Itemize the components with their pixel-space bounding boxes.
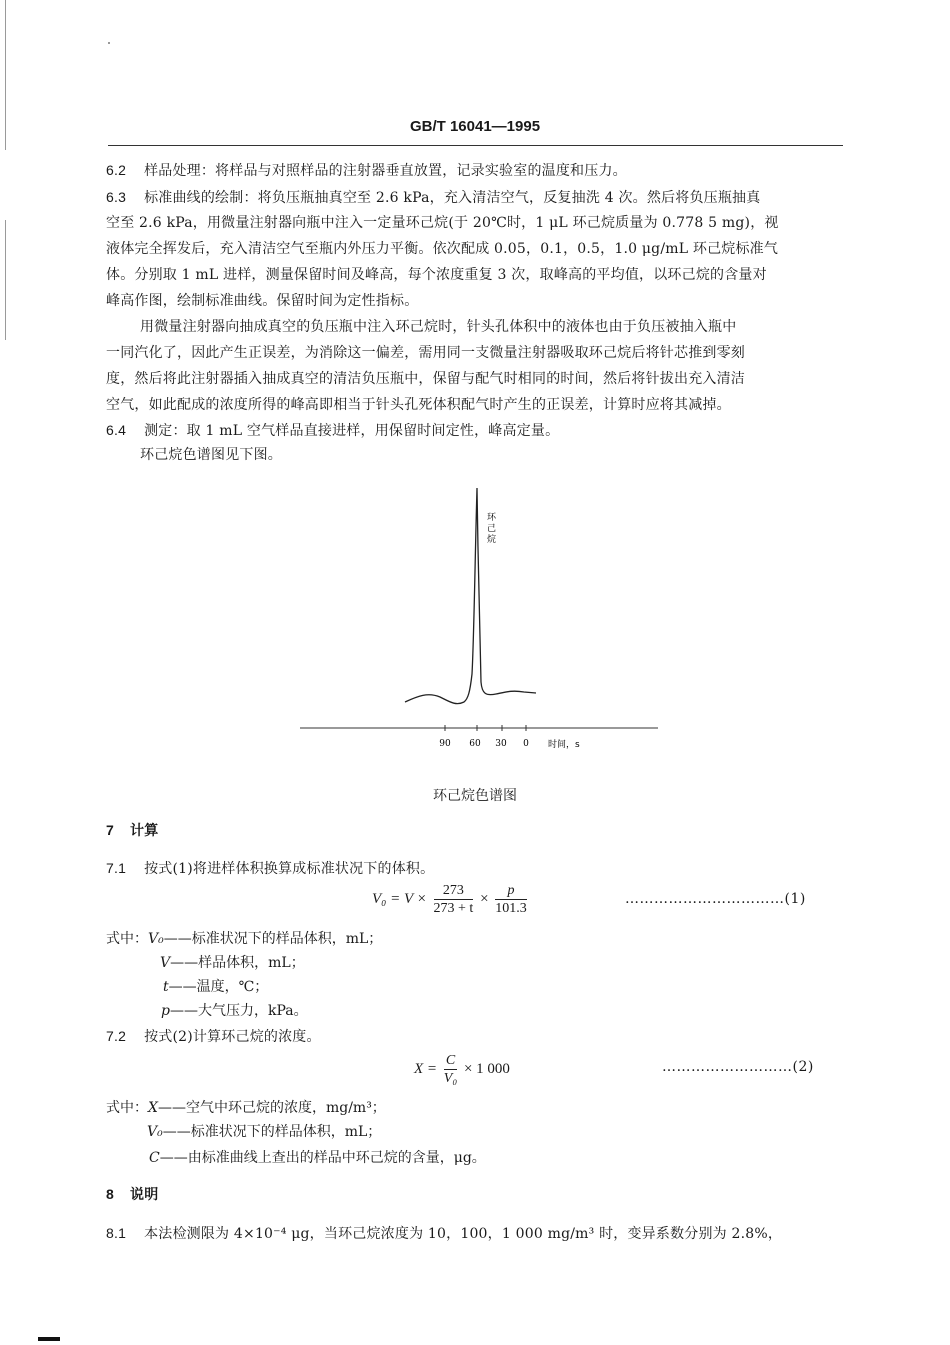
definition: ——温度，℃； [168, 979, 269, 995]
fraction [434, 882, 474, 917]
peak-label-char: 烷 [487, 535, 497, 545]
where-definition [106, 1097, 386, 1117]
x-axis-unit: 时间，s [548, 740, 580, 750]
section-number: 6.3 [106, 189, 127, 205]
x-tick-label: 0 [523, 739, 529, 749]
fraction [444, 1052, 457, 1087]
section-text: 按式(1)将进样体积换算成标准状况下的体积。 [144, 861, 435, 877]
section-number: 7 [106, 822, 114, 838]
standard-code-header: GB/T 16041—1995 [409, 118, 541, 135]
formula-2 [414, 1052, 510, 1087]
symbol: p [161, 1003, 170, 1019]
section-number: 8 [106, 1186, 114, 1202]
section-title: 说明 [130, 1187, 159, 1203]
definition: ——标准状况下的样品体积，mL； [163, 931, 383, 947]
denominator: 273 + t [433, 901, 474, 916]
section-number: 6.4 [106, 422, 127, 438]
section-text: 测定：取 1 mL 空气样品直接进样，用保留时间定性，峰高定量。 [144, 423, 560, 439]
error-paragraph-line: 空气，如此配成的浓度所得的峰高即相当于针头孔死体积配气时产生的正误差，计算时应将其减掉。 [106, 397, 731, 413]
error-paragraph-line: 度，然后将此注射器插入抽成真空的清洁负压瓶中，保留与配气时相同的时间，然后将针拔出充入清洁 [106, 371, 745, 387]
peak-label-char: 己 [487, 524, 497, 534]
section-number: 7.1 [106, 860, 127, 876]
peak-label-char: 环 [487, 513, 497, 523]
definition: ——标准状况下的样品体积，mL； [162, 1124, 382, 1140]
where-definition [149, 1147, 486, 1167]
x-tick-label: 90 [439, 739, 451, 749]
section-text: 样品处理：将样品与对照样品的注射器垂直放置，记录实验室的温度和压力。 [144, 163, 627, 179]
symbol: X [148, 1100, 158, 1116]
equation-number: ………………………(2) [662, 1059, 814, 1075]
fraction [495, 882, 527, 917]
scan-edge-line [5, 220, 6, 340]
definition: ——由标准曲线上查出的样品中环己烷的含量，μg。 [159, 1150, 486, 1166]
section-number: 6.2 [106, 162, 127, 178]
equation-number: ……………………………(1) [625, 891, 806, 907]
section-6-3-line: 液体完全挥发后，充入清洁空气至瓶内外压力平衡。依次配成 0.05，0.1，0.5，1.0 μg/mL 环己烷标准气 [106, 241, 779, 257]
chromatogram-trace [405, 488, 536, 704]
error-paragraph-line: 一同汽化了，因此产生正误差，为消除这一偏差，需用同一支微量注射器吸取环己烷后将针芯推到零刻 [106, 345, 745, 361]
section-8-heading [106, 1184, 850, 1205]
header-rule [108, 145, 843, 146]
section-8-1 [106, 1223, 850, 1244]
figure-caption: 环己烷色谱图 [433, 788, 517, 804]
page-corner-bar [38, 1337, 60, 1341]
symbol: V₀ [148, 931, 164, 947]
definition: ——样品体积，mL； [170, 955, 305, 971]
numerator: 273 [434, 882, 474, 900]
formula-rhs: × 1 000 [463, 1060, 510, 1077]
numerator: C [444, 1052, 457, 1070]
section-7-heading [106, 820, 850, 841]
x-tick-label: 60 [469, 739, 481, 749]
x-tick-label: 30 [495, 739, 507, 749]
section-6-4 [106, 420, 850, 441]
symbol: C [149, 1150, 160, 1166]
numerator: p [495, 882, 527, 900]
where-definition [147, 1121, 381, 1141]
where-definition [106, 928, 382, 948]
formula-lhs: V₀ = V × [372, 890, 427, 907]
section-text: 按式(2)计算环己烷的浓度。 [144, 1029, 321, 1045]
symbol: V₀ [147, 1124, 163, 1140]
symbol: t [163, 979, 169, 995]
definition: ——大气压力，kPa。 [169, 1003, 308, 1019]
denominator: 101.3 [495, 901, 527, 916]
where-definition [160, 952, 305, 972]
section-number: 8.1 [106, 1225, 127, 1241]
section-7-2 [106, 1026, 850, 1047]
section-text: 标准曲线的绘制：将负压瓶抽真空至 2.6 kPa，充入清洁空气，反复抽洗 4 次。然后将负压瓶抽真 [144, 190, 761, 206]
section-6-2 [106, 160, 850, 181]
where-definition [163, 976, 268, 996]
section-text: 本法检测限为 4×10⁻⁴ μg，当环己烷浓度为 10，100，1 000 mg/m³ 时，变异系数分别为 2.8%， [144, 1226, 783, 1242]
section-number: 7.2 [106, 1028, 127, 1044]
symbol: V [160, 955, 171, 971]
error-paragraph-line: 用微量注射器向抽成真空的负压瓶中注入环己烷时，针头孔体积中的液体也由于负压被抽入瓶中 [140, 319, 737, 335]
where-lead: 式中： [106, 931, 148, 947]
chromatogram-figure [300, 478, 670, 758]
where-definition [161, 1000, 308, 1020]
section-6-3-line: 峰高作图，绘制标准曲线。保留时间为定性指标。 [106, 293, 419, 309]
section-6-3-line: 体。分别取 1 mL 进样，测量保留时间及峰高，每个浓度重复 3 次，取峰高的平均值，以环己烷的含量对 [106, 267, 767, 283]
section-6-3-line: 空至 2.6 kPa，用微量注射器向瓶中注入一定量环己烷(于 20℃时，1 μL 环己烷质量为 0.778 5 mg)，视 [106, 215, 779, 231]
where-lead: 式中： [106, 1100, 148, 1116]
times-sign: × [480, 890, 489, 907]
denominator: V₀ [443, 1071, 458, 1086]
section-7-1 [106, 858, 850, 879]
formula-1 [372, 882, 530, 917]
scan-dot [108, 42, 110, 44]
section-6-3 [106, 187, 850, 208]
definition: ——空气中环己烷的浓度，mg/m³； [157, 1100, 386, 1116]
chromatogram-intro: 环己烷色谱图见下图。 [140, 447, 282, 463]
section-title: 计算 [130, 823, 159, 839]
formula-lhs: X = [414, 1060, 438, 1077]
